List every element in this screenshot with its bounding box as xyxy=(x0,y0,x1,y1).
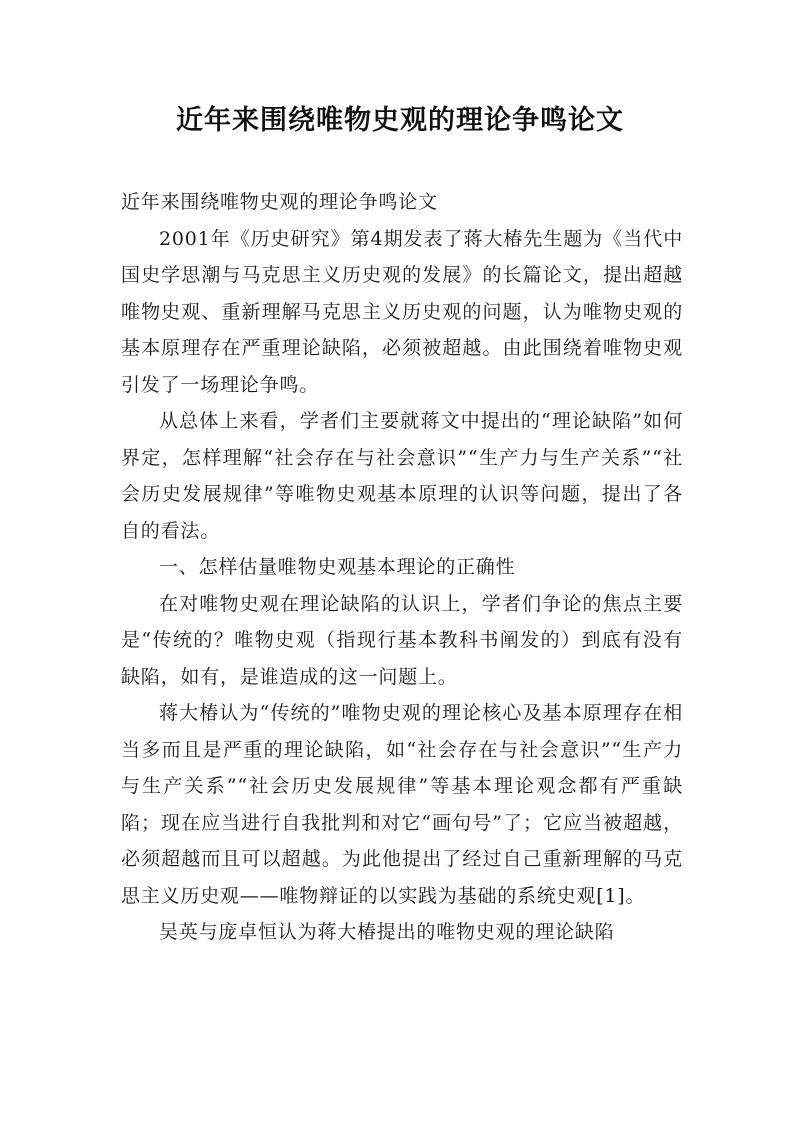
subtitle-paragraph: 近年来围绕唯物史观的理论争鸣论文 xyxy=(121,191,438,213)
paragraph-jiang-view: 蒋大椿认为“传统的”唯物史观的理论核心及基本原理存在相当多而且是严重的理论缺陷，如“社会存在与社会意识”“生产力与生产关系”“社会历史发展规律”等基本理论观念都有严重缺陷；现在应当进行自我批判和对它“画句号”了；它应当被超越，必须超越而且可以超越。为此他提出了经过自己重新理解的马克思主义历史观——唯物辩证的以实践为基础的系统史观[1]。 xyxy=(121,702,683,907)
paragraph-intro: 2001年《历史研究》第4期发表了蒋大椿先生题为《当代中国史学思潮与马克思主义历史观的发展》的长篇论文，提出超越唯物史观、重新理解马克思主义历史观的问题，认为唯物史观的基本原理存在严重理论缺陷，必须被超越。由此围绕着唯物史观引发了一场理论争鸣。 xyxy=(121,227,683,396)
section-heading-1: 一、怎样估量唯物史观基本理论的正确性 xyxy=(159,556,516,578)
paragraph-focus: 在对唯物史观在理论缺陷的认识上，学者们争论的焦点主要是“传统的？唯物史观（指现行基本教科书阐发的）到底有没有缺陷，如有，是谁造成的这一问题上。 xyxy=(121,592,683,688)
document-body xyxy=(121,184,683,951)
paragraph-wu-pang: 吴英与庞卓恒认为蒋大椿提出的唯物史观的理论缺陷 xyxy=(159,921,615,943)
paragraph-overview: 从总体上来看，学者们主要就蒋文中提出的“理论缺陷”如何界定，怎样理解“社会存在与社会意识”“生产力与生产关系”“社会历史发展规律”等唯物史观基本原理的认识等问题，提出了各自的看法。 xyxy=(121,410,683,542)
document-title: 近年来围绕唯物史观的理论争鸣论文 xyxy=(176,105,624,136)
